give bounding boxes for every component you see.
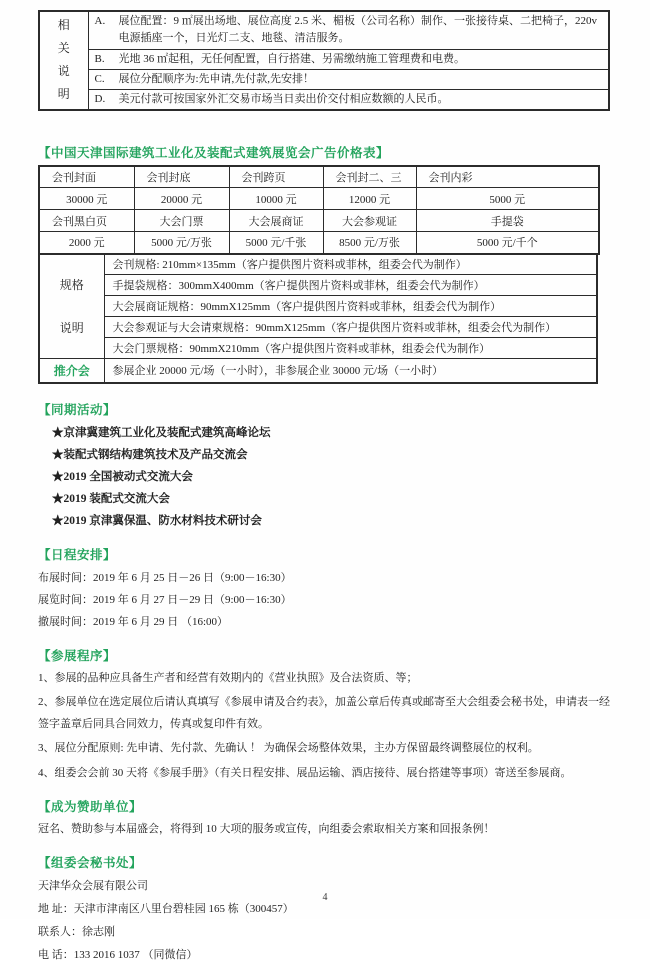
price-cell: 30000 元 (39, 188, 134, 210)
note-text: 美元付款可按国家外汇交易市场当日卖出价交付相应数额的人民币。 (118, 92, 449, 105)
procedure-item: 4、组委会会前 30 天将《参展手册》（有关日程安排、展品运输、酒店接待、展台搭建等事项）寄送至参展商。 (38, 766, 572, 779)
activity-item: ★2019 装配式交流大会 (52, 492, 170, 505)
price-cell: 20000 元 (134, 188, 229, 210)
price-cell: 5000 元 (416, 188, 599, 210)
table-row (39, 210, 599, 232)
price-cell: 10000 元 (229, 188, 323, 210)
spec-row: 手提袋规格：300mmX400mm（客户提供图片资料或菲林，组委会代为制作） (104, 275, 597, 296)
column-header: 大会参观证 (323, 210, 416, 232)
activity-item: ★2019 全国被动式交流大会 (52, 470, 193, 483)
price-cell: 8500 元/万张 (323, 232, 416, 254)
note-text: 展位分配顺序为:先申请,先付款,先安排！ (118, 72, 315, 85)
table-row (39, 275, 597, 296)
schedule-item: 撤展时间：2019 年 6 月 29 日 （16:00） (38, 615, 229, 628)
price-cell: 5000 元/千张 (229, 232, 323, 254)
table-row (39, 338, 597, 359)
table-row (39, 166, 599, 188)
procedure-item: 3、展位分配原则: 先申请、先付款、先确认 ！ 为确保会场整体效果，主办方保留最终调整展位的权利。 (38, 742, 539, 754)
spec-side-label-bottom: 说明 (59, 321, 84, 336)
note-label: C. (94, 72, 105, 85)
column-header: 会刊封面 (39, 166, 134, 188)
promo-text: 参展企业 20000 元/场（一小时），非参展企业 30000 元/场（一小时） (104, 359, 597, 383)
activity-item: ★2019 京津冀保温、防水材料技术研讨会 (52, 514, 262, 527)
table-row (39, 89, 609, 110)
spec-row: 大会展商证规格：90mmX125mm（客户提供图片资料或菲林，组委会代为制作） (104, 296, 597, 317)
note-text: 展位配置：9 ㎡展出场地、展位高度 2.5 米、楣板（公司名称）制作、一张接待桌、二把椅子，220v 电源插座一个，日光灯二支、地毯、清洁服务。 (118, 15, 597, 45)
ad-price-table (38, 165, 600, 255)
spec-side-label-cell (39, 254, 104, 359)
note-label: D. (94, 92, 106, 105)
note-text: 光地 36 ㎡起租，无任何配置，自行搭建、另需缴纳施工管理费和电费。 (118, 52, 465, 65)
activity-item: ★京津冀建筑工业化及装配式建筑高峰论坛 (52, 426, 271, 439)
note-line (95, 13, 603, 47)
table-row (39, 254, 597, 275)
secretariat-info (38, 875, 610, 967)
procedure-list (38, 668, 610, 785)
note-cell-c (88, 69, 609, 89)
phone-line: 电 话：133 2016 1037 （同微信） (38, 949, 198, 961)
price-cell: 2000 元 (39, 232, 134, 254)
related-notes-table (38, 10, 610, 111)
notes-side-label-cell (39, 11, 88, 110)
column-header: 会刊封底 (134, 166, 229, 188)
table-row (39, 232, 599, 254)
schedule-item: 布展时间：2019 年 6 月 25 日－26 日（9:00－16:30） (38, 571, 292, 584)
section-heading-sponsor: 【成为赞助单位】 (38, 800, 143, 814)
column-header: 大会展商证 (229, 210, 323, 232)
spec-row: 大会门票规格：90mmX210mm（客户提供图片资料或菲林，组委会代为制作） (104, 338, 597, 359)
company-name: 天津华众会展有限公司 (38, 880, 148, 892)
table-row (39, 359, 597, 383)
note-cell-d (88, 89, 609, 110)
note-label: B. (94, 52, 105, 65)
section-heading-secretariat: 【组委会秘书处】 (38, 856, 143, 870)
price-cell: 5000 元/万张 (134, 232, 229, 254)
price-cell: 12000 元 (323, 188, 416, 210)
column-header: 会刊内彩 (416, 166, 599, 188)
note-line (95, 91, 603, 108)
note-cell-b (88, 49, 609, 69)
column-header: 手提袋 (416, 210, 599, 232)
activity-item: ★装配式钢结构建筑技术及产品交流会 (52, 448, 248, 461)
note-line (95, 71, 603, 88)
notes-side-label: 相关说明 (57, 18, 70, 102)
spec-side-label-top: 规格 (59, 278, 84, 293)
section-heading-schedule: 【日程安排】 (38, 547, 117, 562)
section-heading-procedure: 【参展程序】 (38, 648, 117, 663)
column-header: 大会门票 (134, 210, 229, 232)
column-header: 会刊封二、三 (323, 166, 416, 188)
schedule-item: 展览时间：2019 年 6 月 27 日－29 日（9:00－16:30） (38, 593, 292, 606)
column-header: 会刊跨页 (229, 166, 323, 188)
procedure-item: 1、参展的品种应具备生产者和经营有效期内的《营业执照》及合法资质、等； (38, 671, 418, 684)
contact-person-line: 联系人：徐志刚 (38, 926, 115, 938)
procedure-item: 2、参展单位在选定展位后请认真填写《参展申请及合约表》，加盖公章后传真或邮寄至大会组委会秘书处，申请表一经签字盖章后同具合同效力，传真或复印件有效。 (38, 696, 610, 730)
spec-row: 会刊规格: 210mm×135mm（客户提供图片资料或菲林，组委会代为制作） (104, 254, 597, 275)
price-cell: 5000 元/千个 (416, 232, 599, 254)
promo-label: 推介会 (39, 359, 104, 383)
table-row (39, 188, 599, 210)
schedule-list (38, 567, 610, 633)
column-header: 会刊黑白页 (39, 210, 134, 232)
table-row (39, 69, 609, 89)
activities-list (38, 422, 610, 532)
note-cell-a (88, 11, 609, 49)
note-label: A. (94, 15, 106, 28)
note-line (95, 51, 603, 68)
table-row (39, 49, 609, 69)
sponsor-text: 冠名、赞助参与本届盛会，将得到 10 大项的服务或宣传，向组委会索取相关方案和回报条例！ (38, 823, 495, 835)
address-line: 地 址：天津市津南区八里台碧桂园 165 栋（300457） (38, 903, 294, 915)
price-table-title: 【中国天津国际建筑工业化及装配式建筑展览会广告价格表】 (38, 145, 390, 160)
spec-row: 大会参观证与大会请柬规格：90mmX125mm（客户提供图片资料或菲林，组委会代为制作） (104, 317, 597, 338)
table-row (39, 317, 597, 338)
section-heading-activities: 【同期活动】 (38, 402, 117, 417)
table-row (39, 11, 609, 49)
page-number: 4 (322, 892, 328, 903)
spec-table (38, 253, 598, 384)
table-row (39, 296, 597, 317)
